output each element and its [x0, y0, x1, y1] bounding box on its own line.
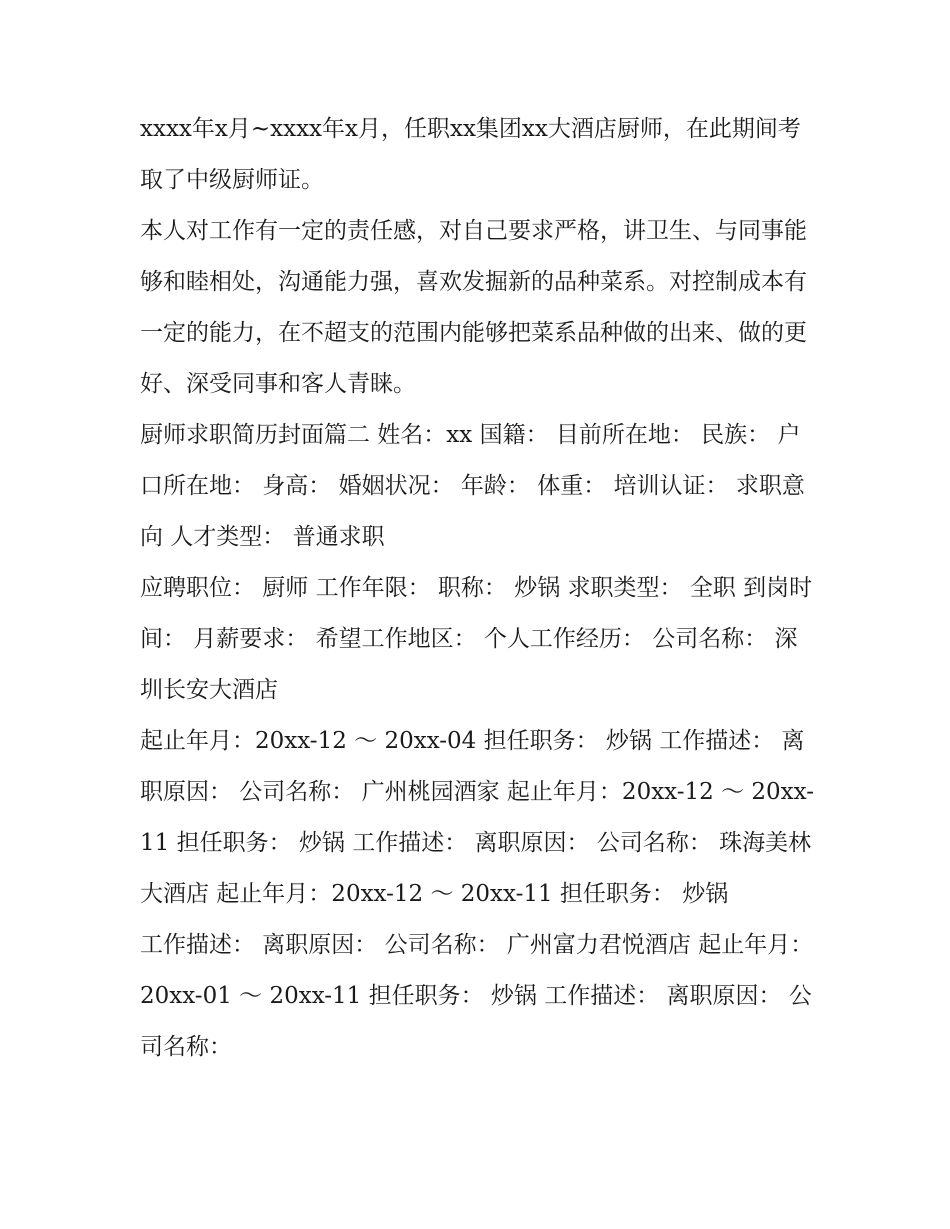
paragraph-job-intention: 应聘职位： 厨师 工作年限： 职称： 炒锅 求职类型： 全职 到岗时间： 月薪要求： 希望工作地区： 个人工作经历： 公司名称： 深圳长安大酒店: [140, 575, 813, 703]
paragraph-work-experience-1: 起止年月：20xx-12 ～ 20xx-04 担任职务： 炒锅 工作描述： 离职原因： 公司名称： 广州桃园酒家 起止年月：20xx-12 ～ 20xx-11 担任职务： 炒锅 工作描述： 离职原因： 公司名称： 珠海美林大酒店 起止年月：20xx-12 ～ 20xx-11 担任职务： 炒锅: [140, 728, 814, 907]
document-body: [140, 104, 820, 1073]
paragraph-self-evaluation: 本人对工作有一定的责任感，对自己要求严格，讲卫生、与同事能够和睦相处，沟通能力强，喜欢发掘新的品种菜系。对控制成本有一定的能力，在不超支的范围内能够把菜系品种做的出来、做的更好、深受同事和客人青睐。: [140, 218, 807, 397]
paragraph-work-history: xxxx年x月~xxxx年x月，任职xx集团xx大酒店厨师，在此期间考取了中级厨师证。: [140, 116, 801, 193]
paragraph-personal-info: 厨师求职简历封面篇二 姓名：xx 国籍： 目前所在地： 民族： 户口所在地： 身高： 婚姻状况： 年龄： 体重： 培训认证： 求职意向 人才类型： 普通求职: [140, 422, 805, 550]
paragraph-work-experience-2: 工作描述： 离职原因： 公司名称： 广州富力君悦酒店 起止年月：20xx-01 ～ 20xx-11 担任职务： 炒锅 工作描述： 离职原因： 公司名称：: [140, 932, 814, 1060]
